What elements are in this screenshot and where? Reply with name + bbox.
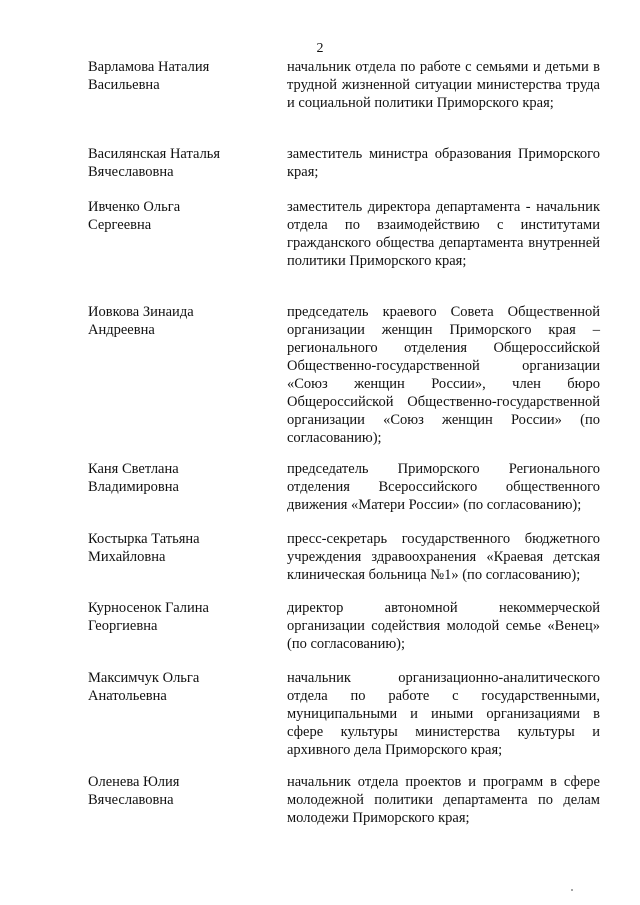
- member-name: Ивченко Ольга Сергеевна: [88, 199, 181, 233]
- page-number: 2: [316, 41, 324, 56]
- member-name: Курносенок Галина Георгиевна: [88, 600, 209, 634]
- member-name: Василянская Наталья Вячеславовна: [88, 146, 221, 180]
- member-name: Варламова Наталия Васильевна: [88, 59, 210, 93]
- member-position: председатель Приморского Регионального отделения Всероссийского общественного движения «Матери России» (по согласованию);: [287, 461, 600, 513]
- member-position: заместитель министра образования Приморского края;: [287, 146, 600, 180]
- member-name: Каня Светлана Владимировна: [88, 461, 179, 495]
- member-position: заместитель директора департамента - начальник отдела по взаимодействию с институтами гражданского общества департамента внутренней политики Приморского края;: [287, 199, 600, 269]
- member-name: Иовкова Зинаида Андреевна: [88, 304, 194, 338]
- member-name: Максимчук Ольга Анатольевна: [88, 670, 200, 704]
- member-position: начальник отдела проектов и программ в сфере молодежной политики департамента по делам молодежи Приморского края;: [287, 774, 600, 826]
- member-position: начальник отдела по работе с семьями и детьми в трудной жизненной ситуации министерства труда и социальной политики Приморского края;: [287, 59, 600, 111]
- member-name: Оленева Юлия Вячеславовна: [88, 774, 180, 808]
- member-position: начальник организационно-аналитического отдела по работе с государственными, муниципальными и иными организациями в сфере культуры министерства культуры и архивного дела Приморского края;: [287, 670, 600, 758]
- member-position: председатель краевого Совета Общественной организации женщин Приморского края – регионального отделения Общероссийской Общественно-государственной организации «Союз женщин России», член бюро Общероссийской Общественно-государственной организации «Союз женщин России» (по согласованию);: [287, 304, 600, 446]
- scan-artifact-dot: [571, 889, 573, 891]
- member-name: Костырка Татьяна Михайловна: [88, 531, 200, 565]
- member-position: пресс-секретарь государственного бюджетного учреждения здравоохранения «Краевая детская клиническая больница №1» (по согласованию);: [287, 531, 600, 583]
- member-position: директор автономной некоммерческой организации содействия молодой семье «Венец» (по согласованию);: [287, 600, 600, 652]
